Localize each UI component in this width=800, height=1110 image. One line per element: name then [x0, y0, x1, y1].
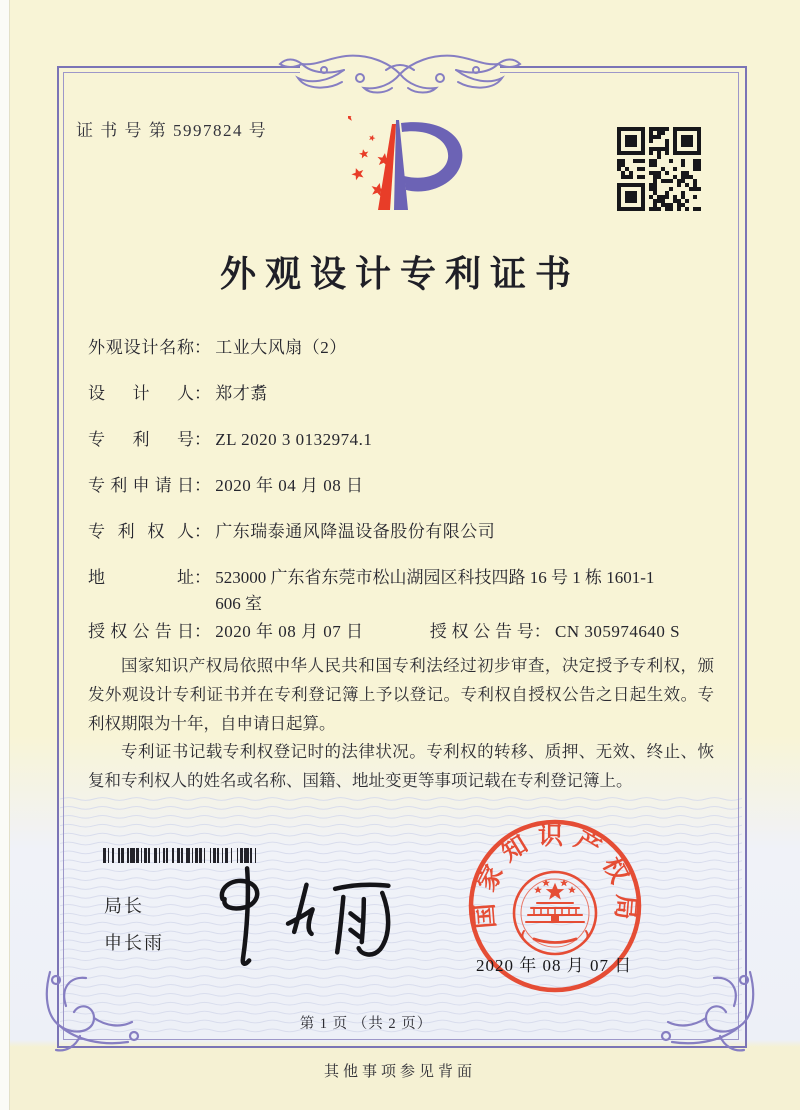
officer-block [104, 892, 164, 955]
legal-paragraph-1: 国家知识产权局依照中华人民共和国专利法经过初步审查，决定授予专利权，颁发外观设计专利证书并在专利登记簿上予以登记。专利权自授权公告之日起生效。专利权期限为十年，自申请日起算。 [88, 656, 714, 733]
field-value: CN 305974640 S [555, 622, 681, 641]
legal-paragraph-2: 专利证书记载专利权登记时的法律状况。专利权的转移、质押、无效、终止、恢复和专利权人的姓名或名称、国籍、地址变更等事项记载在专利登记簿上。 [88, 742, 714, 791]
colon: ： [194, 338, 211, 357]
seal-agency-text: 国家知识产权局 [470, 823, 640, 930]
field-value: 郑才翥 [215, 384, 268, 403]
colon: ： [194, 568, 211, 587]
field-list [88, 338, 728, 668]
field-designer [88, 384, 728, 404]
field-value: 广东瑞泰通风降温设备股份有限公司 [215, 522, 496, 541]
cnipa-logo-icon [348, 116, 478, 218]
address-line-2: 606 室 [215, 594, 262, 613]
colon: ： [533, 622, 551, 641]
scan-edge [0, 0, 10, 1110]
certificate-number: 证 书 号 第 5997824 号 [76, 121, 268, 140]
colon: ： [194, 384, 211, 403]
page-number: 第 1 页 （共 2 页） [299, 1016, 433, 1032]
field-label: 授权公告日 [88, 622, 194, 641]
seal-date: 2020 年 08 月 07 日 [476, 956, 633, 975]
field-value [215, 565, 715, 617]
field-label: 设计人 [88, 384, 194, 403]
field-label: 外观设计名称 [88, 338, 194, 357]
field-value: 工业大风扇（2） [215, 338, 347, 357]
legal-text [88, 652, 714, 796]
national-emblem-icon [514, 872, 596, 954]
colon: ： [194, 430, 211, 449]
certificate-title: 外观设计专利证书 [219, 254, 580, 294]
field-design-name [88, 338, 728, 358]
top-flourish-ornament [272, 40, 528, 110]
back-side-note: 其他事项参见背面 [323, 1064, 476, 1080]
qr-code [617, 127, 701, 211]
colon: ： [194, 522, 211, 541]
grant-number-pair [430, 622, 680, 641]
officer-title: 局长 [104, 896, 144, 916]
officer-name: 申长雨 [104, 933, 164, 953]
field-filing-date [88, 476, 728, 496]
field-patent-number [88, 430, 728, 450]
field-label: 地址 [88, 568, 194, 587]
field-value: 2020 年 08 月 07 日 [215, 622, 364, 641]
field-label: 专利权人 [88, 522, 194, 541]
field-label: 专利号 [88, 430, 194, 449]
grant-date-pair [88, 622, 368, 641]
colon: ： [194, 622, 211, 641]
field-address [88, 568, 728, 617]
field-value: ZL 2020 3 0132974.1 [215, 430, 373, 449]
address-line-1: 523000 广东省东莞市松山湖园区科技四路 16 号 1 栋 1601-1 [215, 568, 655, 587]
colon: ： [194, 476, 211, 495]
signature-handwriting [200, 858, 415, 976]
field-label: 专利申请日 [88, 476, 194, 495]
field-value: 2020 年 04 月 08 日 [215, 476, 364, 495]
field-patentee [88, 522, 728, 542]
field-label: 授权公告号 [429, 622, 534, 641]
field-grant [88, 622, 728, 642]
